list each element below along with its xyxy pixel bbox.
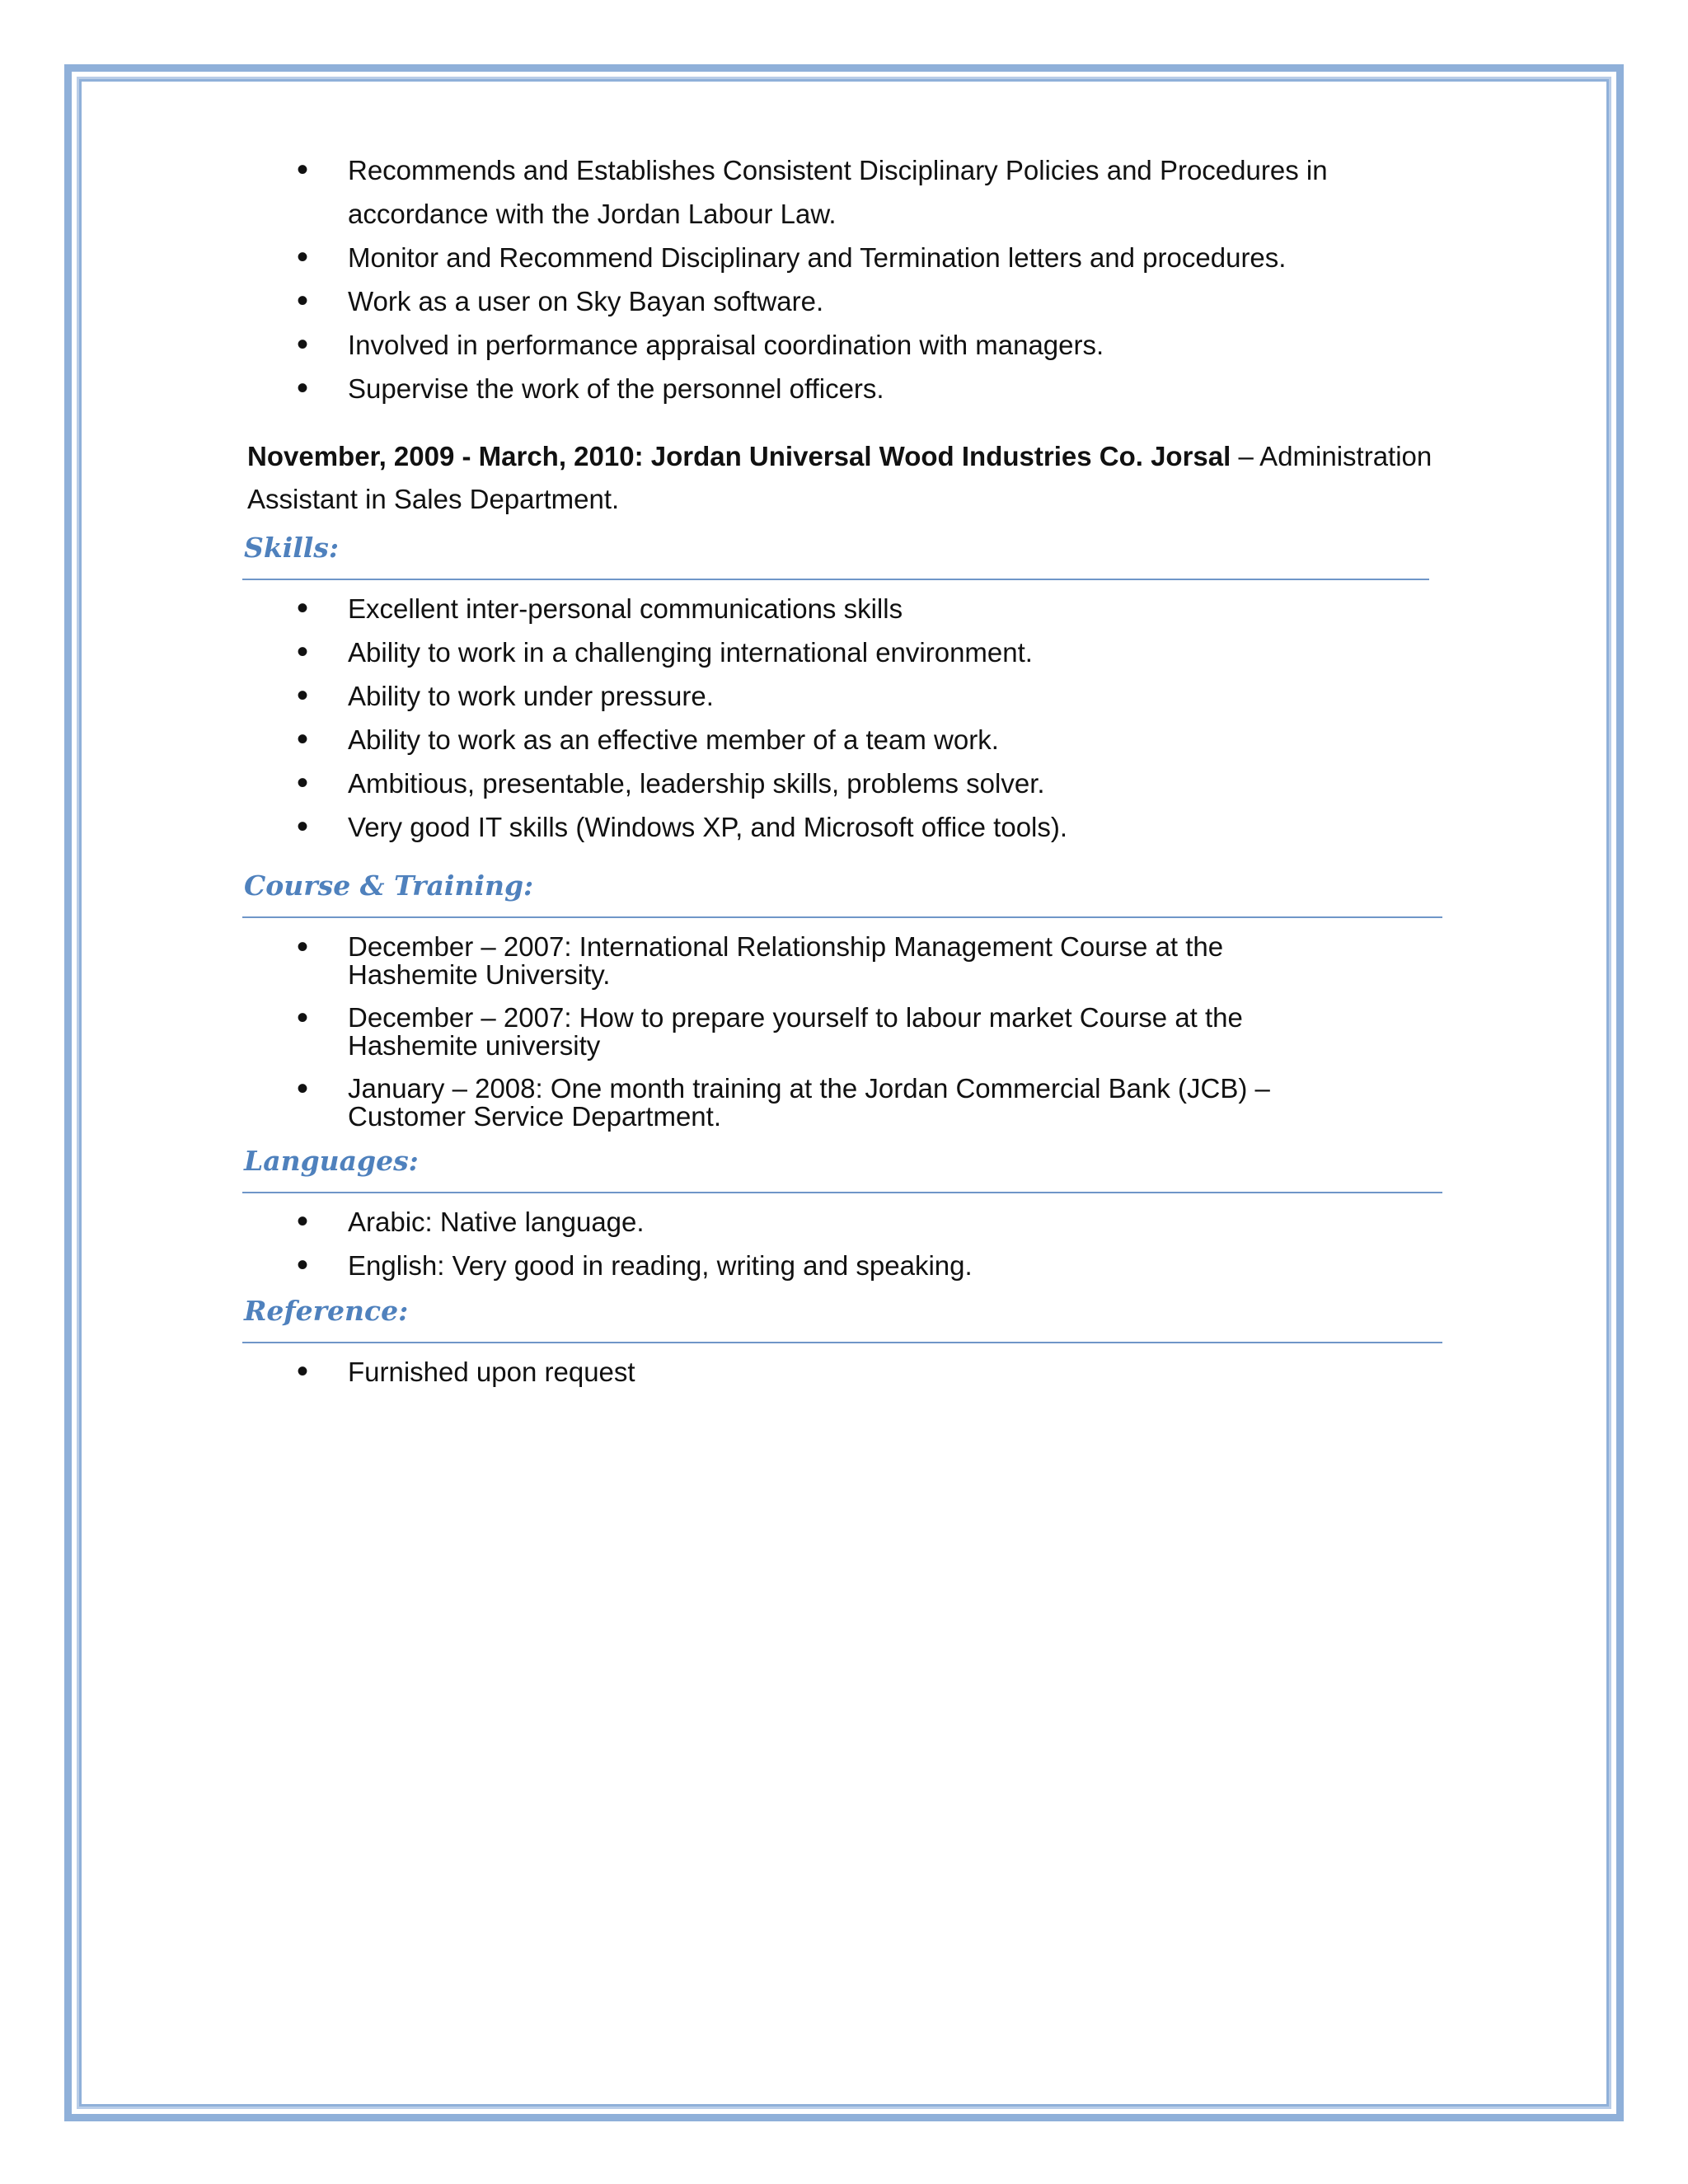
languages-heading: Languages: xyxy=(242,1142,1442,1193)
list-item: • Furnished upon request xyxy=(247,1350,1434,1394)
skills-list xyxy=(247,587,1434,849)
list-item: • English: Very good in reading, writing and speaking. xyxy=(247,1244,1434,1287)
list-item: • Work as a user on Sky Bayan software. xyxy=(247,279,1434,323)
skills-heading: Skills: xyxy=(242,529,1429,580)
list-item: • Involved in performance appraisal coordination with managers. xyxy=(247,323,1434,367)
job-entry xyxy=(247,435,1434,521)
job-period-company: November, 2009 - March, 2010: Jordan Universal Wood Industries Co. Jorsal xyxy=(247,441,1231,471)
list-item: • Monitor and Recommend Disciplinary and Termination letters and procedures. xyxy=(247,236,1434,279)
list-item: • Ability to work as an effective member of a team work. xyxy=(247,718,1434,762)
list-item: • Recommends and Establishes Consistent Disciplinary Policies and Procedures in accordance with the Jordan Labour Law. xyxy=(247,148,1419,236)
languages-list xyxy=(247,1200,1434,1287)
list-item: • January – 2008: One month training at the Jordan Commercial Bank (JCB) – Customer Service Department. xyxy=(247,1075,1278,1131)
list-item: • Excellent inter-personal communications skills xyxy=(247,587,1434,630)
reference-heading: Reference: xyxy=(242,1292,1442,1343)
job-role: – Administration Assistant in Sales Department. xyxy=(247,441,1432,514)
list-item: • Supervise the work of the personnel officers. xyxy=(247,367,1434,410)
list-item: • December – 2007: How to prepare yourself to labour market Course at the Hashemite university xyxy=(247,1004,1278,1060)
reference-list xyxy=(247,1350,1434,1394)
list-item: • December – 2007: International Relationship Management Course at the Hashemite University. xyxy=(247,933,1278,989)
list-item: • Ability to work in a challenging international environment. xyxy=(247,630,1434,674)
list-item: • Arabic: Native language. xyxy=(247,1200,1434,1244)
training-heading: Course & Training: xyxy=(242,867,1442,918)
training-list xyxy=(247,933,1278,1131)
intro-bullet-list xyxy=(247,148,1434,410)
list-item: • Ability to work under pressure. xyxy=(247,674,1434,718)
resume-content xyxy=(244,148,1434,1394)
list-item: • Ambitious, presentable, leadership skills, problems solver. xyxy=(247,762,1434,805)
list-item: • Very good IT skills (Windows XP, and Microsoft office tools). xyxy=(247,805,1434,849)
